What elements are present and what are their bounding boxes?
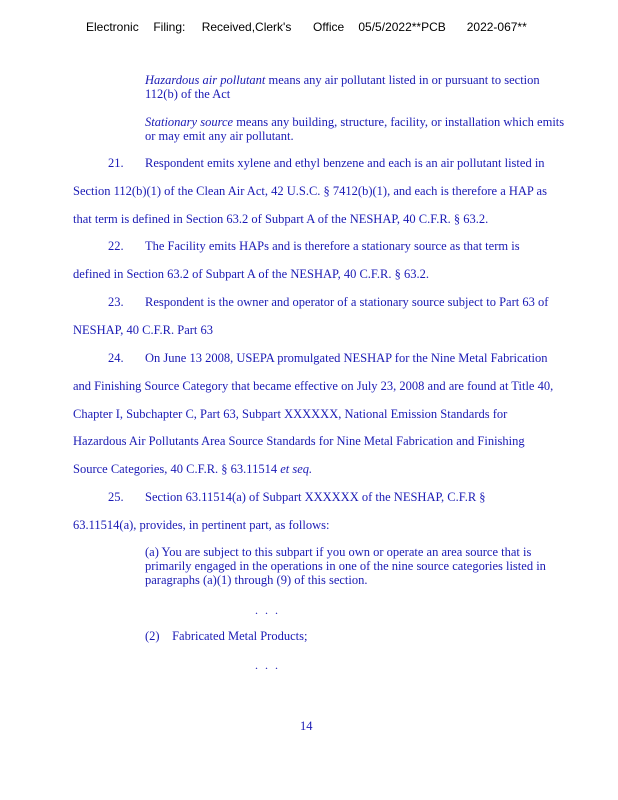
paragraph-21-line-3: that term is defined in Section 63.2 of Subpart A of the NESHAP, 40 C.F.R. § 63.2. [73, 212, 489, 226]
quote-subparagraph-a: (a) You are subject to this subpart if you own or operate an area source that is primarily engaged in the operations in one of the nine source categories listed in paragraphs (a)(1) through (9) of this section. [145, 545, 546, 587]
header-part-office: Office [313, 20, 345, 34]
et-seq: et seq. [280, 462, 313, 476]
header-part-electronic: Electronic [86, 20, 139, 34]
paragraph-24-line-5: Source Categories, 40 C.F.R. § 63.11514 et seq. [73, 462, 313, 476]
header-part-filing: Filing: [153, 20, 186, 34]
paragraph-number: 25. [108, 490, 124, 504]
paragraph-number: 22. [108, 239, 124, 253]
definition-term: Hazardous air pollutant [145, 73, 266, 87]
paragraph-21-line-1: 21. Respondent emits xylene and ethyl benzene and each is an air pollutant listed in [108, 156, 545, 170]
ellipsis: . . . [255, 658, 280, 672]
page-number: 14 [300, 719, 313, 733]
paragraph-24-line-3: Chapter I, Subchapter C, Part 63, Subpart XXXXXX, National Emission Standards for [73, 407, 508, 421]
paragraph-22-line-2: defined in Section 63.2 of Subpart A of the NESHAP, 40 C.F.R. § 63.2. [73, 267, 429, 281]
paragraph-24-line-4: Hazardous Air Pollutants Area Source Standards for Nine Metal Fabrication and Finishing [73, 434, 525, 448]
paragraph-24-line-2: and Finishing Source Category that became effective on July 23, 2008 and are found at Title 40, [73, 379, 554, 393]
paragraph-23-line-2: NESHAP, 40 C.F.R. Part 63 [73, 323, 213, 337]
header-part-date: 05/5/2022**PCB [358, 20, 446, 34]
paragraph-21-line-2: Section 112(b)(1) of the Clean Air Act, 42 U.S.C. § 7412(b)(1), and each is therefore a HAP as [73, 184, 547, 198]
paragraph-number: 23. [108, 295, 124, 309]
definition-stationary-source [145, 115, 570, 143]
paragraph-23-line-1: 23. Respondent is the owner and operator of a stationary source subject to Part 63 of [108, 295, 549, 309]
paragraph-22-line-1: 22. The Facility emits HAPs and is therefore a stationary source as that term is [108, 239, 520, 253]
paragraph-number: 24. [108, 351, 124, 365]
paragraph-25-line-2: 63.11514(a), provides, in pertinent part, as follows: [73, 518, 330, 532]
filing-header [86, 20, 527, 34]
definition-text: means any building, structure, facility, or installation which emits or may emit any air pollutant. [145, 115, 565, 143]
quote-item-2: (2) Fabricated Metal Products; [145, 629, 308, 643]
definition-term: Stationary source [145, 115, 234, 129]
header-part-case: 2022-067** [466, 20, 527, 34]
definition-text: means any air pollutant listed in or pursuant to section 112(b) of the Act [145, 73, 540, 101]
paragraph-number: 21. [108, 156, 124, 170]
paragraph-24-line-1: 24. On June 13 2008, USEPA promulgated NESHAP for the Nine Metal Fabrication [108, 351, 548, 365]
header-part-received: Received,Clerk's [201, 20, 292, 34]
paragraph-25-line-1: 25. Section 63.11514(a) of Subpart XXXXXX of the NESHAP, C.F.R § [108, 490, 486, 504]
ellipsis: . . . [255, 603, 280, 617]
definition-hazardous-air-pollutant [145, 73, 570, 101]
